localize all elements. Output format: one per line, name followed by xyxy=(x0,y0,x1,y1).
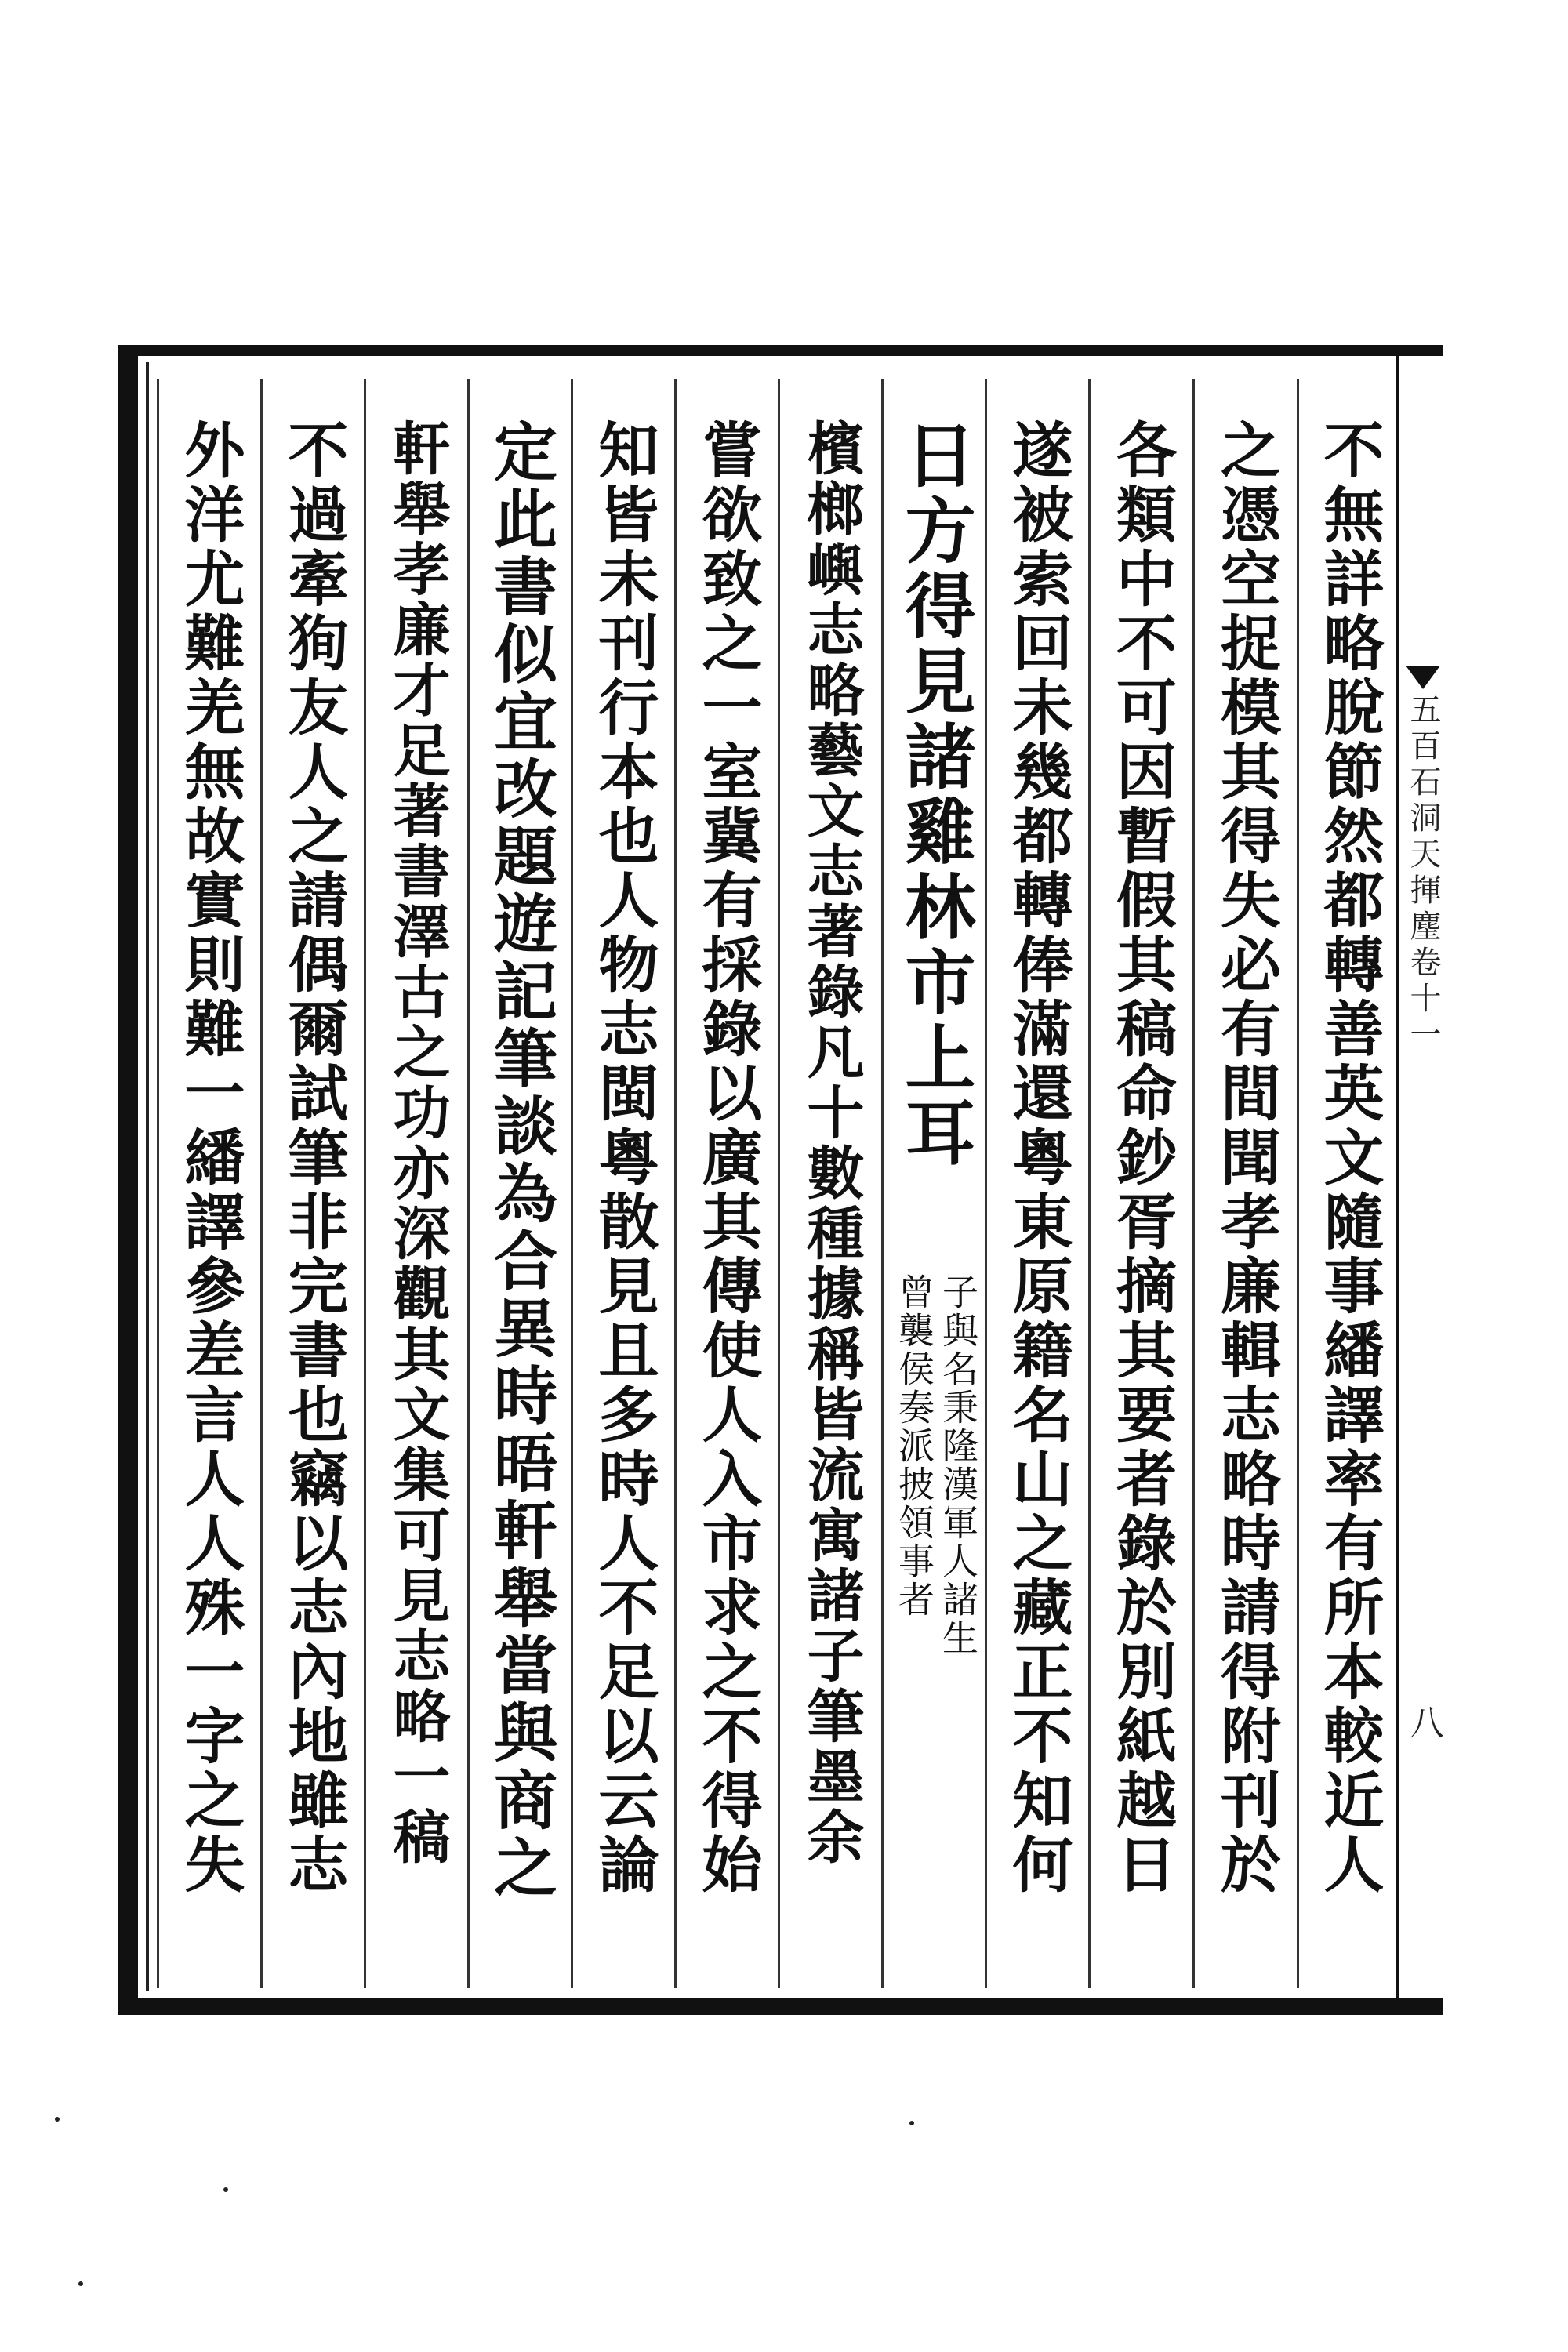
column-with-notes xyxy=(892,419,976,1171)
text-column-9 xyxy=(467,379,571,1988)
column-text: 不無詳略脫節然都轉善英文隨事繙譯率有所本較近人 xyxy=(1313,419,1385,1897)
interlinear-note-right: 子與名秉隆漢軍人諸生 xyxy=(937,1273,979,1657)
scan-speck xyxy=(78,2281,83,2286)
fold-margin xyxy=(1396,356,1443,1998)
column-main-text: 日方得見諸雞林市上耳 xyxy=(892,419,976,1171)
scan-speck xyxy=(55,2117,60,2122)
column-text: 各類中不可因暫假其稿命鈔胥摘其要者錄於別紙越日 xyxy=(1106,419,1177,1897)
fold-page-number: 八 xyxy=(1403,1704,1443,1739)
text-column-3 xyxy=(1088,379,1192,1988)
column-text: 定此書似宜改題遊記筆談為合異時晤軒舉當與商之 xyxy=(483,419,558,1902)
text-column-2 xyxy=(1192,379,1297,1988)
text-column-1 xyxy=(1297,379,1399,1988)
text-column-4 xyxy=(985,379,1088,1988)
column-text: 遂被索回未幾都轉俸滿還粵東原籍名山之藏正不知何 xyxy=(1002,419,1073,1897)
text-column-11 xyxy=(260,379,364,1988)
text-column-7 xyxy=(674,379,778,1988)
column-text: 嘗欲致之一室冀有採錄以廣其傳使人入市求之不得始 xyxy=(691,419,763,1897)
text-column-12 xyxy=(157,379,260,1988)
column-text: 軒舉孝廉才足著書澤古之功亦深觀其文集可見志略一稿 xyxy=(383,419,451,1867)
text-column-8 xyxy=(571,379,674,1988)
column-text: 之憑空捉模其得失必有間聞孝廉輯志略時請得附刊於 xyxy=(1210,419,1281,1897)
text-column-10 xyxy=(364,379,467,1988)
text-column-5 xyxy=(881,379,985,1988)
fold-book-title: 五百石洞天揮麈卷十一 xyxy=(1405,693,1441,1054)
column-text: 檳榔嶼志略藝文志著錄凡十數種據稱皆流寓諸子筆墨余 xyxy=(797,419,865,1867)
scan-speck xyxy=(223,2187,228,2192)
page-frame xyxy=(118,345,1443,2015)
column-text: 不過牽狥友人之請偶爾試筆非完書也竊以志內地雖志 xyxy=(278,419,349,1897)
interlinear-note-left: 曾襲侯奏派披領事者 xyxy=(893,1273,935,1619)
fish-tail-mark xyxy=(1406,666,1440,689)
scan-speck xyxy=(909,2121,914,2125)
column-text: 知皆未刊行本也人物志閩粵散見且多時人不足以云論 xyxy=(588,419,659,1897)
column-text: 外洋尤難羌無故實則難一繙譯參差言人人殊一字之失 xyxy=(174,419,245,1897)
frame-inner-rule xyxy=(146,362,149,1991)
text-column-6 xyxy=(778,379,881,1988)
